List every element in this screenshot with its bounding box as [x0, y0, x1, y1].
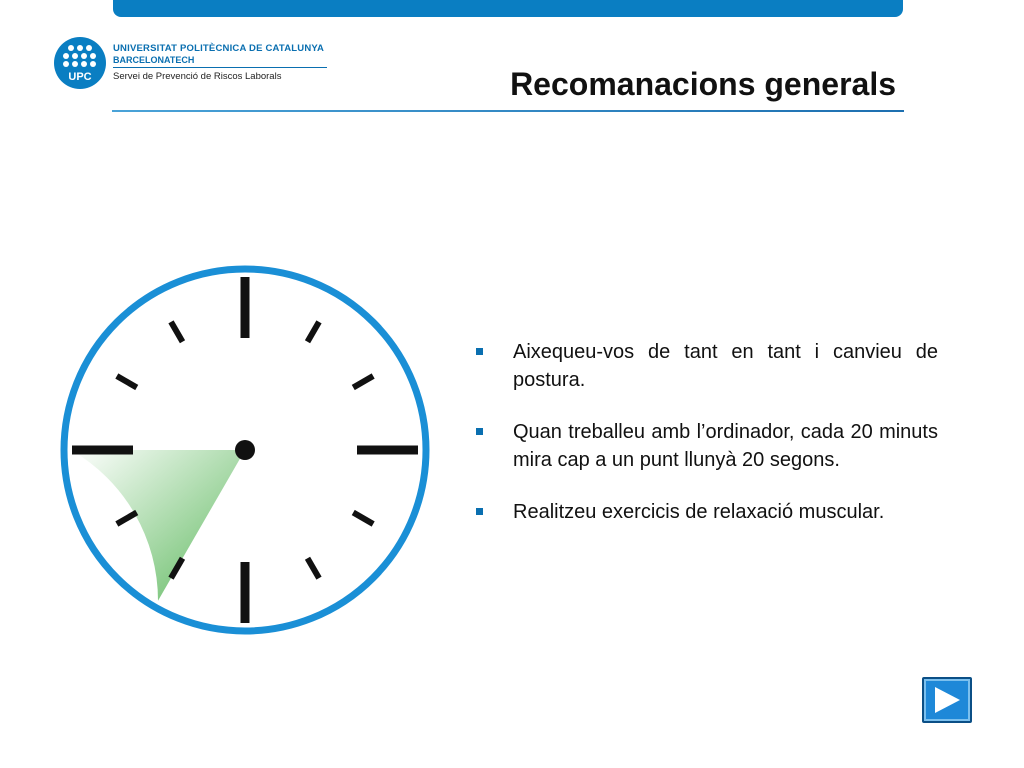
org-service: Servei de Prevenció de Riscos Laborals: [113, 71, 282, 82]
next-slide-button[interactable]: [922, 677, 972, 723]
list-item: [476, 418, 938, 474]
org-sub-tail: TECH: [169, 55, 195, 65]
page-title: Recomanacions generals: [510, 66, 896, 102]
org-divider: [113, 67, 327, 68]
org-sub-bold: BARCELONA: [113, 55, 170, 65]
org-sub: [113, 55, 194, 65]
recommendation-list: [476, 338, 938, 550]
bullet-marker-icon: [476, 428, 483, 435]
bullet-marker-icon: [476, 508, 483, 515]
list-item: [476, 338, 938, 394]
list-item-text: Realitzeu exercicis de relaxació muscular.: [513, 501, 885, 523]
list-item-text: Quan treballeu amb l’ordinador, cada 20 minuts mira cap a un punt llunyà 20 segons.: [513, 421, 938, 471]
title-divider: [112, 110, 904, 112]
logo-text: UPC: [68, 71, 92, 83]
bullet-marker-icon: [476, 348, 483, 355]
list-item: [476, 498, 938, 526]
org-name: UNIVERSITAT POLITÈCNICA DE CATALUNYA: [113, 43, 325, 54]
upc-logo-icon: [54, 37, 106, 89]
list-item-text: Aixequeu-vos de tant en tant i canvieu de postura.: [513, 341, 938, 391]
top-accent-bar: [113, 0, 903, 17]
clock-illustration: [55, 260, 435, 640]
play-next-icon: [932, 685, 962, 715]
clock-center: [235, 440, 255, 460]
